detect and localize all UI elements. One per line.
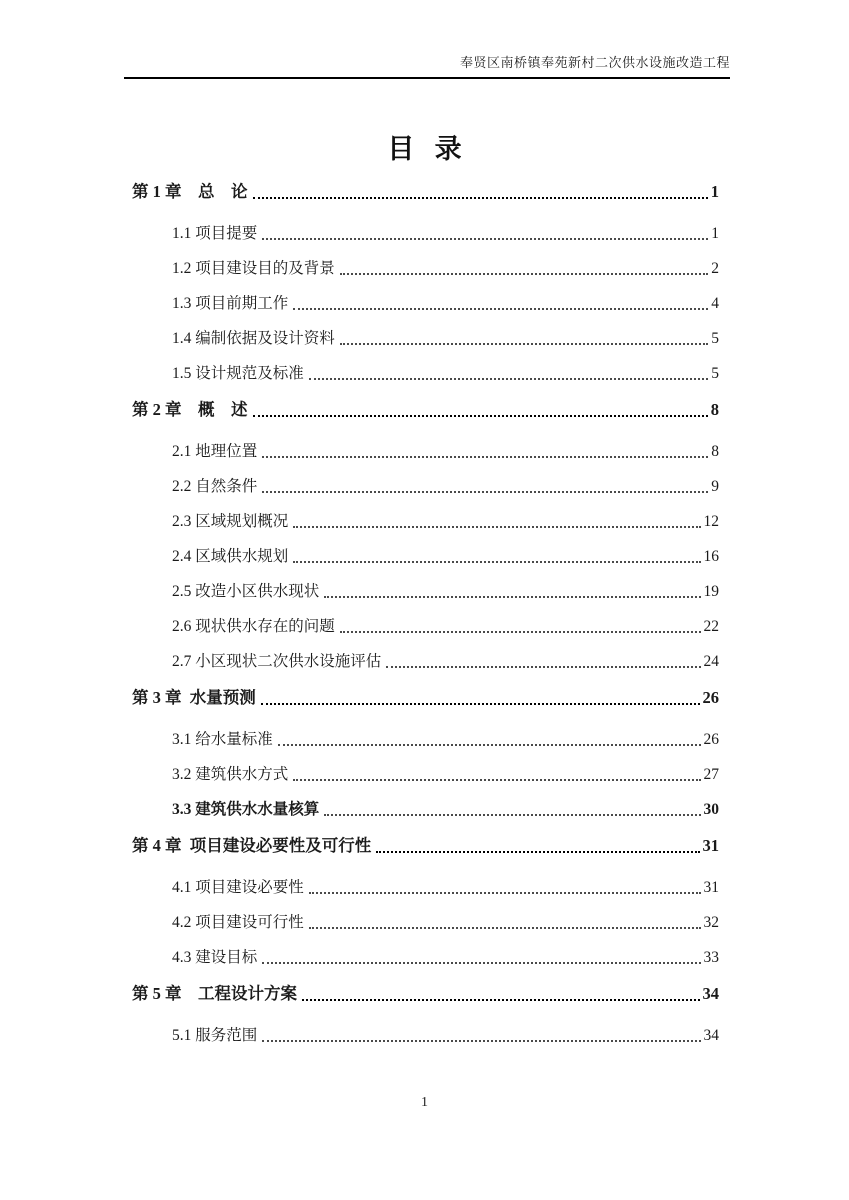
dot-leader bbox=[302, 999, 700, 1001]
toc-entry-page: 5 bbox=[711, 365, 719, 382]
toc-entry[interactable] bbox=[132, 224, 719, 244]
dot-leader bbox=[253, 415, 708, 417]
dot-leader bbox=[309, 892, 701, 894]
dot-leader bbox=[324, 814, 700, 816]
dot-leader bbox=[253, 197, 708, 199]
dot-leader bbox=[262, 238, 708, 240]
toc-entry-label: 3.2 建筑供水方式 bbox=[172, 766, 289, 783]
dot-leader bbox=[261, 703, 700, 705]
toc-entry[interactable] bbox=[132, 687, 719, 709]
toc-entry-label: 第 4 章 项目建设必要性及可行性 bbox=[132, 836, 372, 855]
table-of-contents bbox=[132, 173, 719, 1061]
toc-entry[interactable] bbox=[132, 730, 719, 750]
header-project-title: 奉贤区南桥镇奉苑新村二次供水设施改造工程 bbox=[459, 55, 730, 70]
dot-leader bbox=[278, 744, 701, 746]
toc-entry-label: 1.3 项目前期工作 bbox=[172, 295, 289, 312]
toc-entry-label: 第 1 章 总 论 bbox=[132, 182, 248, 201]
toc-entry-page: 34 bbox=[703, 1027, 719, 1044]
dot-leader bbox=[386, 666, 700, 668]
dot-leader bbox=[340, 343, 708, 345]
toc-entry[interactable] bbox=[132, 294, 719, 314]
toc-entry-page: 26 bbox=[702, 688, 719, 707]
dot-leader bbox=[262, 1040, 700, 1042]
dot-leader bbox=[262, 962, 700, 964]
toc-entry[interactable] bbox=[132, 617, 719, 637]
toc-entry[interactable] bbox=[132, 259, 719, 279]
dot-leader bbox=[262, 456, 708, 458]
toc-entry-label: 3.1 给水量标准 bbox=[172, 731, 273, 748]
page-title: 目 录 bbox=[387, 134, 462, 164]
toc-entry-page: 22 bbox=[703, 618, 719, 635]
toc-entry-page: 1 bbox=[711, 225, 719, 242]
toc-entry-label: 4.3 建设目标 bbox=[172, 949, 258, 966]
dot-leader bbox=[309, 927, 701, 929]
toc-entry-page: 8 bbox=[711, 443, 719, 460]
toc-entry-label: 3.3 建筑供水水量核算 bbox=[172, 801, 320, 818]
toc-entry-page: 24 bbox=[703, 653, 719, 670]
toc-entry-page: 31 bbox=[703, 879, 719, 896]
dot-leader bbox=[309, 378, 708, 380]
footer-page-number: 1 bbox=[421, 1095, 428, 1110]
toc-entry-label: 2.6 现状供水存在的问题 bbox=[172, 618, 335, 635]
toc-entry[interactable] bbox=[132, 913, 719, 933]
toc-entry-page: 33 bbox=[703, 949, 719, 966]
toc-entry-label: 第 2 章 概 述 bbox=[132, 400, 248, 419]
dot-leader bbox=[340, 273, 708, 275]
toc-entry[interactable] bbox=[132, 181, 719, 203]
toc-entry-page: 5 bbox=[711, 330, 719, 347]
toc-entry-page: 2 bbox=[711, 260, 719, 277]
toc-entry[interactable] bbox=[132, 364, 719, 384]
toc-entry-label: 第 5 章 工程设计方案 bbox=[132, 984, 297, 1003]
toc-entry-page: 4 bbox=[711, 295, 719, 312]
toc-entry-label: 1.2 项目建设目的及背景 bbox=[172, 260, 335, 277]
toc-entry-page: 34 bbox=[702, 984, 719, 1003]
toc-entry[interactable] bbox=[132, 547, 719, 567]
dot-leader bbox=[262, 491, 708, 493]
toc-entry-label: 4.1 项目建设必要性 bbox=[172, 879, 304, 896]
toc-entry-label: 1.1 项目提要 bbox=[172, 225, 258, 242]
dot-leader bbox=[293, 561, 700, 563]
toc-entry[interactable] bbox=[132, 512, 719, 532]
toc-entry-page: 27 bbox=[703, 766, 719, 783]
toc-entry-page: 1 bbox=[710, 182, 719, 201]
dot-leader bbox=[293, 779, 700, 781]
toc-entry-label: 第 3 章 水量预测 bbox=[132, 688, 256, 707]
toc-entry-label: 5.1 服务范围 bbox=[172, 1027, 258, 1044]
toc-entry-page: 26 bbox=[703, 731, 719, 748]
toc-entry-page: 9 bbox=[711, 478, 719, 495]
dot-leader bbox=[376, 851, 699, 853]
toc-entry-label: 2.7 小区现状二次供水设施评估 bbox=[172, 653, 382, 670]
dot-leader bbox=[293, 526, 700, 528]
toc-entry[interactable] bbox=[132, 800, 719, 820]
toc-entry-label: 1.5 设计规范及标准 bbox=[172, 365, 304, 382]
toc-entry-page: 12 bbox=[703, 513, 719, 530]
dot-leader bbox=[340, 631, 701, 633]
toc-entry-page: 30 bbox=[703, 801, 719, 818]
toc-entry[interactable] bbox=[132, 878, 719, 898]
toc-entry[interactable] bbox=[132, 477, 719, 497]
toc-entry-label: 1.4 编制依据及设计资料 bbox=[172, 330, 335, 347]
toc-entry-label: 2.3 区域规划概况 bbox=[172, 513, 289, 530]
toc-entry[interactable] bbox=[132, 329, 719, 349]
toc-entry-page: 16 bbox=[703, 548, 719, 565]
toc-entry[interactable] bbox=[132, 835, 719, 857]
toc-entry-page: 32 bbox=[703, 914, 719, 931]
dot-leader bbox=[293, 308, 708, 310]
toc-entry-label: 2.5 改造小区供水现状 bbox=[172, 583, 320, 600]
toc-entry-label: 2.4 区域供水规划 bbox=[172, 548, 289, 565]
toc-entry[interactable] bbox=[132, 765, 719, 785]
toc-entry[interactable] bbox=[132, 442, 719, 462]
dot-leader bbox=[324, 596, 700, 598]
toc-entry-label: 4.2 项目建设可行性 bbox=[172, 914, 304, 931]
page-footer bbox=[0, 1095, 849, 1111]
toc-entry[interactable] bbox=[132, 399, 719, 421]
toc-entry-page: 31 bbox=[702, 836, 719, 855]
toc-entry-label: 2.1 地理位置 bbox=[172, 443, 258, 460]
toc-entry-page: 19 bbox=[703, 583, 719, 600]
toc-entry[interactable] bbox=[132, 1026, 719, 1046]
toc-entry[interactable] bbox=[132, 582, 719, 602]
toc-entry[interactable] bbox=[132, 948, 719, 968]
page-header bbox=[124, 52, 730, 79]
toc-entry-label: 2.2 自然条件 bbox=[172, 478, 258, 495]
toc-entry-page: 8 bbox=[710, 400, 719, 419]
toc-entry[interactable] bbox=[132, 652, 719, 672]
toc-entry[interactable] bbox=[132, 983, 719, 1005]
